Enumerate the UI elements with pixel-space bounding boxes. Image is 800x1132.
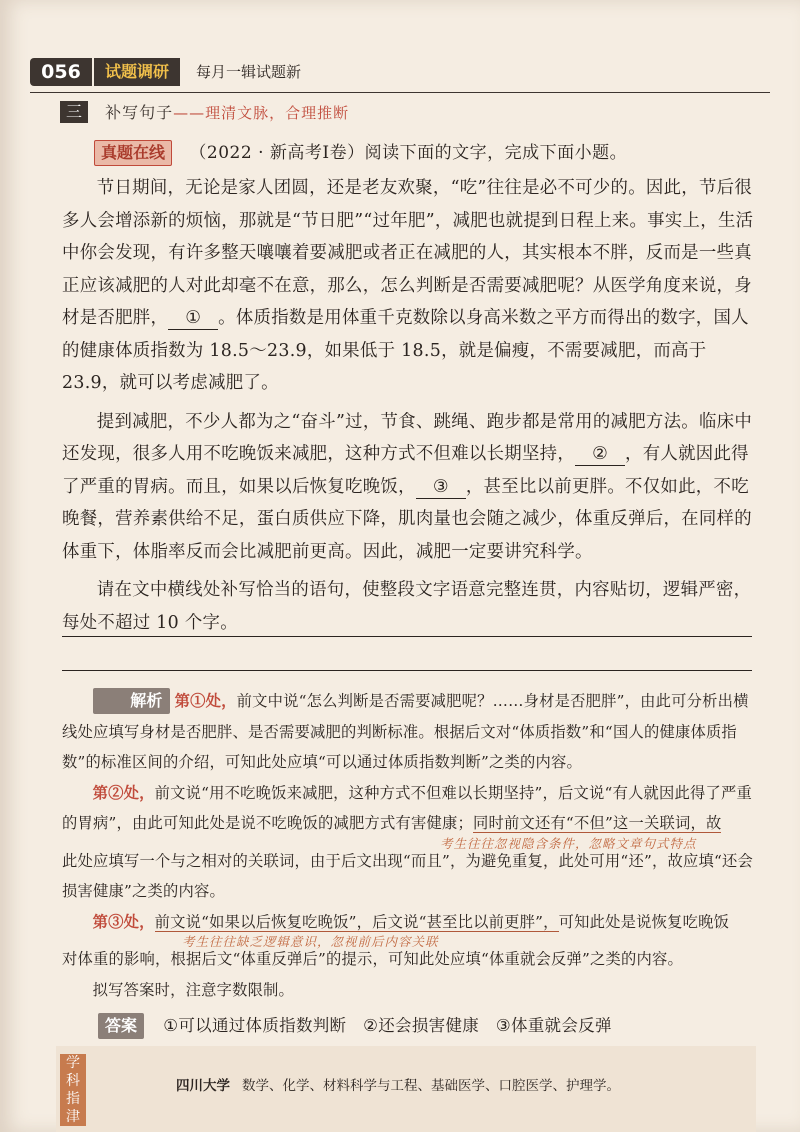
analysis-point-3 <box>62 907 756 938</box>
analysis-point-2 <box>62 778 756 839</box>
answer-line <box>62 636 752 637</box>
passage-paragraph-1 <box>62 172 756 400</box>
source-text: （2022 · 新高考Ⅰ卷）阅读下面的文字，完成下面小题。 <box>189 143 628 163</box>
passage-text: 。体质指数是用体重千克数除以身高米数之平方而得出的数字，国人的健康体质指数为 18.5～23.9，如果低于 18.5，就是偏瘦，不需要减肥，而高于 23.9，就可以考虑减肥了。 <box>62 308 749 393</box>
handwritten-note: 考生往往缺乏逻辑意识，忽视前后内容关联 <box>182 934 439 949</box>
university-name: 四川大学 <box>176 1078 230 1094</box>
blank-3: ③ <box>416 476 466 499</box>
analysis-block <box>62 686 756 1005</box>
section-heading <box>60 100 349 126</box>
subject-list: 数学、化学、材料科学与工程、基础医学、口腔医学、护理学。 <box>242 1078 620 1094</box>
analysis-lead: 第①处， <box>174 692 237 710</box>
page-number: 056 <box>30 58 92 86</box>
instruction-paragraph: 请在文中横线处补写恰当的语句，使整段文字语意完整连贯，内容贴切，逻辑严密，每处不超过 10 个字。 <box>62 580 752 633</box>
analysis-point-2-cont: 此处应填写一个与之相对的关联词，由于后文出现“而且”，为避免重复，此处可用“还”，故应填“还会损害健康”之类的内容。 <box>62 851 753 900</box>
section-title <box>105 100 349 123</box>
analysis-text: 前文说“用不吃晚饭来减肥，这种方式不但难以长期坚持”，后文说“有人就因此得了严重的胃病”，由此可知此处是说不吃晚饭的减肥方式有害健康； <box>62 783 753 832</box>
analysis-text: 前文中说“怎么判断是否需要减肥呢？……身材是否肥胖”，由此可分析出横线处应填写身材是否肥胖、是否需要减肥的判断标准。根据后文对“体质指数”和“国人的健康体质指数”的标准区间的介绍，可知此处应填“可以通过体质指数判断”之类的内容。 <box>62 692 749 771</box>
answer-line-block <box>98 1012 612 1039</box>
passage-text: 节日期间，无论是家人团圆，还是老友欢聚，“吃”往往是必不可少的。因此，节后很多人会增添新的烦恼，那就是“节日肥”“过年肥”，减肥也就提到日程上来。事实上，生活中你会发现，有许多整天嚷嚷着要减肥或者正在减肥的人，其实根本不胖，反而是一些真正应该减肥的人对此却毫不在意，那么，怎么判断是否需要减肥呢？从医学角度来说，身材是否肥胖， <box>62 178 754 328</box>
answer-line <box>62 670 752 671</box>
analysis-lead: 第②处， <box>92 783 155 802</box>
section-number: 三 <box>60 101 88 123</box>
page-header <box>30 58 770 88</box>
section-subtitle: ——理清文脉，合理推断 <box>173 104 350 122</box>
blank-2: ② <box>575 443 625 466</box>
answer-text: ①可以通过体质指数判断 ②还会损害健康 ③体重就会反弹 <box>163 1016 612 1035</box>
analysis-tag: 解析 <box>93 688 170 714</box>
handwritten-note: 考生往往忽视隐含条件，忽略文章句式特点 <box>440 835 697 851</box>
answer-tag: 答案 <box>98 1013 144 1039</box>
underlined-text: 同时前文还有“不但”这一关联词，故 <box>472 814 722 832</box>
analysis-text: 可知此处是说恢复吃晚饭 <box>558 912 730 931</box>
footer-text <box>176 1074 620 1094</box>
analysis-point-4: 拟写答案时，注意字数限制。 <box>92 980 295 999</box>
passage-text: ，甚至比以前更胖。不仅如此，不吃晚餐，营养素供给不足，蛋白质供应下降，肌肉量也会随之减少，体重反弹后，在同样的体重下，体脂率反而会比减肥前更高。因此，减肥一定要讲究科学。 <box>62 476 752 562</box>
header-rule <box>30 92 770 93</box>
reading-passage <box>62 172 756 639</box>
source-line <box>94 138 627 166</box>
header-subtitle: 每月一辑试题新 <box>196 63 302 81</box>
section-title-text: 补写句子 <box>105 103 174 122</box>
passage-text: ，有人就因此得了严重的胃病。而且，如果以后恢复吃晚饭， <box>62 444 749 497</box>
underlined-text: 前文说“如果以后恢复吃晚饭”，后文说“甚至比以前更胖”， <box>154 912 559 931</box>
subject-guide-label: 学科指津 <box>60 1054 86 1126</box>
analysis-point-1 <box>62 686 756 778</box>
passage-paragraph-2 <box>62 406 756 569</box>
blank-1: ① <box>168 307 218 330</box>
analysis-point-3-cont: 对体重的影响，根据后文“体重反弹后”的提示，可知此处应填“体重就会反弹”之类的内容。 <box>62 950 683 968</box>
real-exam-tag: 真题在线 <box>94 140 172 166</box>
analysis-lead: 第③处， <box>92 912 155 931</box>
passage-text: 提到减肥，不少人都为之“奋斗”过，节食、跳绳、跑步都是常用的减肥方法。临床中还发现，很多人用不吃晚饭来减肥，这种方式不但难以长期坚持， <box>62 411 753 464</box>
column-name: 试题调研 <box>92 58 180 86</box>
